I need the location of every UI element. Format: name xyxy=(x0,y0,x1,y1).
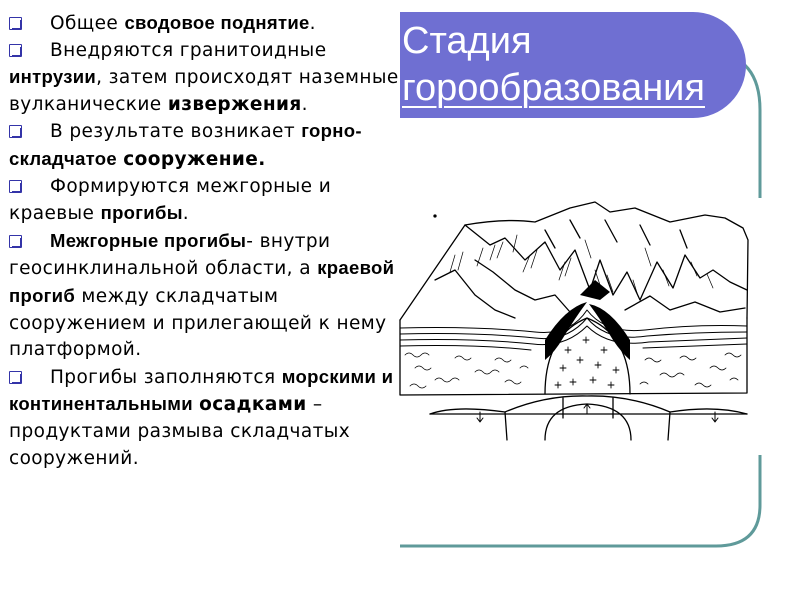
slide-title xyxy=(402,18,705,112)
bullet-text-segment: осадками xyxy=(199,394,307,416)
diagram-dark-fold-right xyxy=(589,304,630,360)
frame-bottom-right-curve xyxy=(400,455,760,546)
bullet-text-segment: горно-складчатое xyxy=(9,120,362,169)
check-box-bullet-icon xyxy=(9,235,22,248)
check-box-bullet-icon xyxy=(9,180,22,193)
bullet-text-segment: . xyxy=(309,13,316,34)
bullet-text-segment: Прогибы заполняются xyxy=(50,366,282,388)
bullet-item xyxy=(9,10,399,38)
bullet-item xyxy=(9,174,399,228)
bullet-text-segment: краевой прогиб xyxy=(9,257,395,306)
bullet-text-segment: прогибы xyxy=(100,202,183,224)
bullet-text-segment: , затем происходят наземные вулканические xyxy=(9,67,399,115)
check-box-bullet-icon xyxy=(9,125,22,138)
bullet-text-segment: . xyxy=(182,203,190,225)
bullet-text-segment: между складчатым сооружением и прилегающей к нему платформой. xyxy=(9,285,387,361)
check-box-bullet-icon xyxy=(9,17,22,30)
bullet-text-segment: Общее xyxy=(50,13,125,34)
bullet-text-segment: морскими и континентальными xyxy=(9,365,394,415)
bullet-text-segment: Межгорные прогибы xyxy=(50,229,247,251)
bullet-item xyxy=(9,38,399,119)
diagram-ridges xyxy=(435,220,747,318)
bullet-text-segment: Внедряются гранитоидные xyxy=(50,39,327,61)
bullet-text-segment: Формируются межгорные и краевые xyxy=(9,175,332,225)
diagram-intrusion-crosses xyxy=(555,337,619,388)
bullet-text-segment: сводовое поднятие xyxy=(124,12,310,33)
bullet-list xyxy=(9,10,399,472)
bullet-text-segment: - внутри геосинклинальной области, а xyxy=(9,230,331,280)
bullet-item xyxy=(9,228,399,364)
slide-title-line-1: Стадия xyxy=(402,20,532,62)
bullet-text-segment: В результате возникает xyxy=(50,121,302,143)
diagram-profile-curve xyxy=(430,396,747,414)
mountain-building-block-diagram xyxy=(395,200,755,445)
diagram-dark-surface-band xyxy=(580,280,610,300)
bullet-text-segment: извержения xyxy=(167,93,302,115)
diagram-corner-dot xyxy=(434,215,436,217)
bullet-text-segment: . xyxy=(301,93,308,115)
bullet-item xyxy=(9,364,399,472)
slide-title-line-2: горообразования xyxy=(402,67,705,109)
bullet-text-segment: сооружение. xyxy=(123,148,266,170)
bullet-text-segment: интрузии xyxy=(9,66,97,88)
diagram-front-face xyxy=(400,318,747,395)
check-box-bullet-icon xyxy=(9,44,22,57)
diagram-profile-arrows xyxy=(477,404,718,422)
bullet-text-segment: – продуктами размыва складчатых сооружений. xyxy=(9,394,351,469)
title-banner xyxy=(400,12,746,118)
bullet-item xyxy=(9,118,399,173)
diagram-profile-arch xyxy=(545,404,631,440)
check-box-bullet-icon xyxy=(9,371,22,384)
